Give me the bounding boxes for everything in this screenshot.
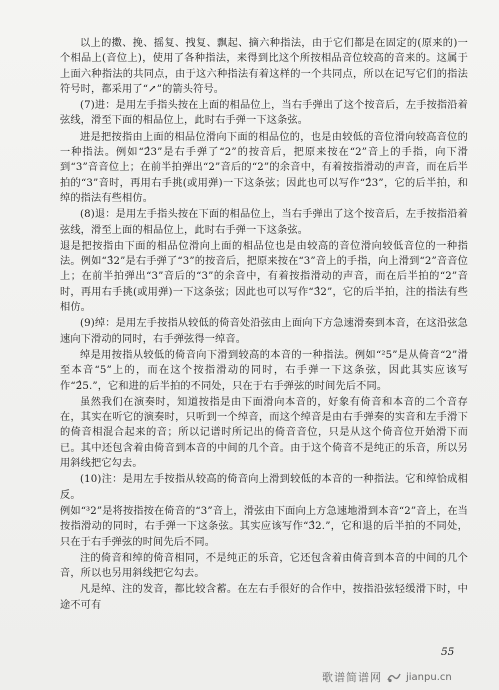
watermark	[322, 667, 492, 687]
paragraph-jin-definition: (7)进：是用左手指头按在上面的相品位上，当右手弹出了这个按音后，左手按指沿着弦线，滑至下面的相品位上，此时右手弹一下这条弦。	[60, 100, 468, 127]
paragraph-chuo-explanation: 绰是用按指从较低的倚音向下滑到较高的本音的一种指法。例如“²5”是从倚音“2”滑至本音“5”上的，而在这个按指滑动的同时，右手弹一下这条弦，因此其实应该写作“2̂5.”，它和进的后半拍的不同处，只在于右手弹弦的时间先后不同。	[60, 349, 468, 392]
paragraph-closing: 凡是绰、注的发音，都比较含蓄。在左右手很好的合作中，按指沿弦轻缓滑下时，中途不可有	[60, 584, 468, 611]
paragraph-tui-definition: (8)退：是用左手指头按在下面的相品位上，当右手弹出了这个按音后，左手按指沿着弦线，滑至上面的相品位上，此时右手弹一下这条弦。	[60, 209, 468, 236]
paragraph-zhu-example: 例如“³2”是将按指按在倚音的“3”音上，滑弦由下面向上方急速地滑到本音“2”音上，在当按指滑动的同时，右手弹一下这条弦。其实应该写作“3̂2.”，它和退的后半拍的不同处，只在于右手弹弦的时间先后不同。	[60, 505, 468, 548]
paragraph-chuo-definition: (9)绰：是用左手按指从较低的倚音处沿弦由上面向下方急速滑奏到本音，在这沿弦急速向下滑动的同时，右手弹弦得一绰音。	[60, 318, 468, 345]
paragraph-zhu-grace-note: 注的倚音和绰的倚音相同，不是纯正的乐音，它还包含着由倚音到本音的中间的几个音，所以也另用斜线把它勾去。	[60, 552, 468, 580]
watermark-logo-icon	[386, 671, 402, 683]
paragraph-performance-note: 虽然我们在演奏时，知道按指是由下面滑向本音的，好象有倚音和本音的二个音存在，其实在听它的演奏时，只听到一个绰音，而这个绰音是由右手弹奏的实音和左手滑下的倚音相混合起来的音；所以记谱时所记出的倚音音位，只是从这个倚音位开始滑下而已。其中还包含着由倚音到本音的中间的几个音。由于这个倚音不是纯正的乐音，所以另用斜线把它勾去。	[60, 396, 468, 470]
paragraph-jin-explanation: 进是把按指由上面的相品位滑向下面的相品位的，也是由较低的音位滑向较高音位的一种指法。例如“2̂3”是右手弹了“2”的按音后，把原来按在“2”音上的手指，向下滑到“3”音音位上；在前半拍弹出“2”音后的“2”的余音中，有着按指滑动的声音，而在后半拍的“3”音时，再用右手挑(或用弹)一下这条弦；因此也可以写作“2̂3”，它的后半拍，和绰的指法有些相仿。	[60, 131, 468, 204]
paragraph-intro-six-techniques: 以上的擞、挽、摇复、拽复、飘起、摘六种指法，由于它们都是在固定的(原来的)一个相品上(音位上)，使用了各种指法，来得到比这个所按相品音位较高的音来的。这属于上面六种指法的共同点，由于这六种指法有着这样的一个共同点，所以在记写它们的指法符号时，都采用了“↗”的箭头符号。	[60, 38, 468, 95]
paragraph-zhu-definition: (10)注：是用左手按指从较高的倚音向上滑到较低的本音的一种指法。它和绰恰成相反。	[60, 474, 468, 501]
paragraph-tui-explanation: 退是把按指由下面的相品位滑向上面的相品位也是由较高的音位滑向较低音位的一种指法。例如“3̂2”是右手弹了“3”的按音后，把原来按在“3”音上的手指，向上滑到“2”音音位上；在前半拍弹出“3”音后的“3”的余音中，有着按指滑动的声音，而在后半拍的“2”音时，再用右手挑(或用弹)一下这条弦；因此也可以写作“3̂2”，它的后半拍，注的指法有些相仿。	[60, 240, 468, 314]
watermark-url: jianpu.cn	[406, 671, 452, 683]
page-number: 55	[441, 646, 455, 658]
body-text	[60, 36, 468, 614]
watermark-site-name: 歌谱简谱网	[322, 671, 382, 684]
